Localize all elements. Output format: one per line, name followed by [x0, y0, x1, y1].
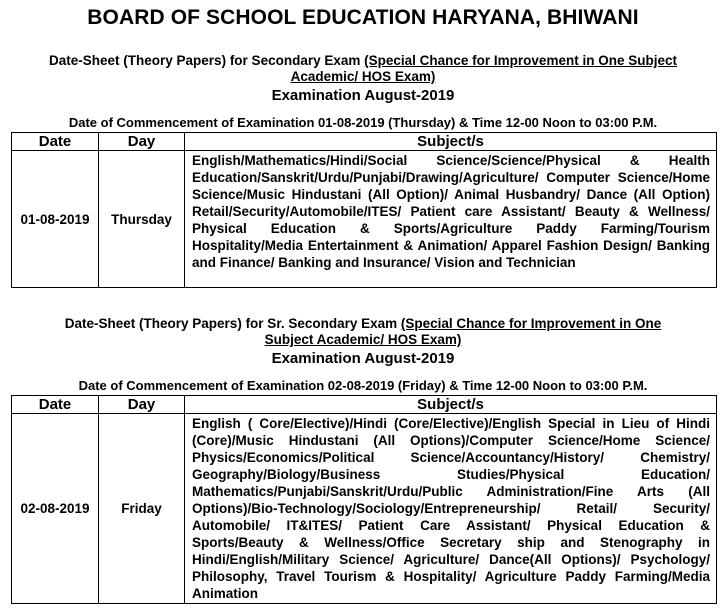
col-subjects-header: Subject/s — [185, 396, 717, 414]
exam-day: Friday — [99, 414, 185, 604]
sr-secondary-schedule-table — [11, 395, 717, 604]
exam-day: Thursday — [99, 151, 185, 288]
col-date-header: Date — [12, 396, 99, 414]
sr-secondary-commencement: Date of Commencement of Examination 02-08-2019 (Friday) & Time 12-00 Noon to 03:00 P.M. — [78, 378, 648, 393]
col-subjects-header: Subject/s — [185, 133, 717, 151]
sr-secondary-heading-plain: Date-Sheet (Theory Papers) for Sr. Secondary Exam — [64, 316, 398, 331]
col-day-header: Day — [99, 133, 185, 151]
sr-secondary-exam-title: Examination August-2019 — [271, 350, 455, 367]
secondary-heading-plain: Date-Sheet (Theory Papers) for Secondary Exam — [49, 53, 361, 68]
sr-secondary-heading — [20, 316, 706, 348]
board-title: BOARD OF SCHOOL EDUCATION HARYANA, BHIWANI — [87, 6, 639, 29]
table-row — [12, 151, 717, 288]
exam-date: 01-08-2019 — [12, 151, 99, 288]
col-day-header: Day — [99, 396, 185, 414]
table-row — [12, 414, 717, 604]
secondary-commencement: Date of Commencement of Examination 01-08-2019 (Thursday) & Time 12-00 Noon to 03:00 P.M. — [68, 115, 658, 130]
exam-subjects: English ( Core/Elective)/Hindi (Core/Elective)/English Special in Lieu of Hindi (Core)/Music Hindustani (All Options)/Computer Science/Home Science/ Physics/Economics/Political Science/Accountancy/History/ Chemistry/ Geography/Biology/Business Studies/Physical Education/ Mathematics/Punjabi/Sanskrit/Urdu/Public Administration/Fine Arts (All Options)/Bio-Technology/Sociology/Entrepreneurship/ Retail/ Security/ Automobile/ IT&ITES/ Patient Care Assistant/ Physical Education & Sports/Beauty & Wellness/Office Secretary ship and Stenography in Hindi/English/Military Science/ Agriculture/ Dance(All Options)/ Psychology/ Philosophy, Travel Tourism & Hospitality/ Agriculture Paddy Farming/Media Animation — [185, 414, 717, 604]
secondary-heading-underlined-1: (Special Chance for Improvement in One Subject — [364, 53, 677, 68]
secondary-exam-title: Examination August-2019 — [271, 87, 455, 104]
secondary-heading — [14, 53, 712, 85]
col-date-header: Date — [12, 133, 99, 151]
table-header-row — [12, 133, 717, 151]
secondary-schedule-table — [11, 132, 717, 288]
table-header-row — [12, 396, 717, 414]
secondary-heading-underlined-2: Academic/ HOS Exam) — [290, 69, 436, 84]
exam-date: 02-08-2019 — [12, 414, 99, 604]
sr-secondary-heading-underlined-2: Subject Academic/ HOS Exam) — [264, 332, 462, 347]
sr-secondary-heading-underlined-1: (Special Chance for Improvement in One — [400, 316, 662, 331]
exam-subjects: English/Mathematics/Hindi/Social Science/Science/Physical & Health Education/Sanskrit/Urdu/Punjabi/Drawing/Agriculture/ Computer Science/Home Science/Music Hindustani (All Option)/ Animal Husbandry/ Dance (All Option) Retail/Security/Automobile/ITES/ Patient care Assistant/ Beauty & Wellness/ Physical Education & Sports/Agriculture Paddy Farming/Tourism Hospitality/Media Entertainment & Animation/ Apparel Fashion Design/ Banking and Finance/ Banking and Insurance/ Vision and Technician — [185, 151, 717, 288]
